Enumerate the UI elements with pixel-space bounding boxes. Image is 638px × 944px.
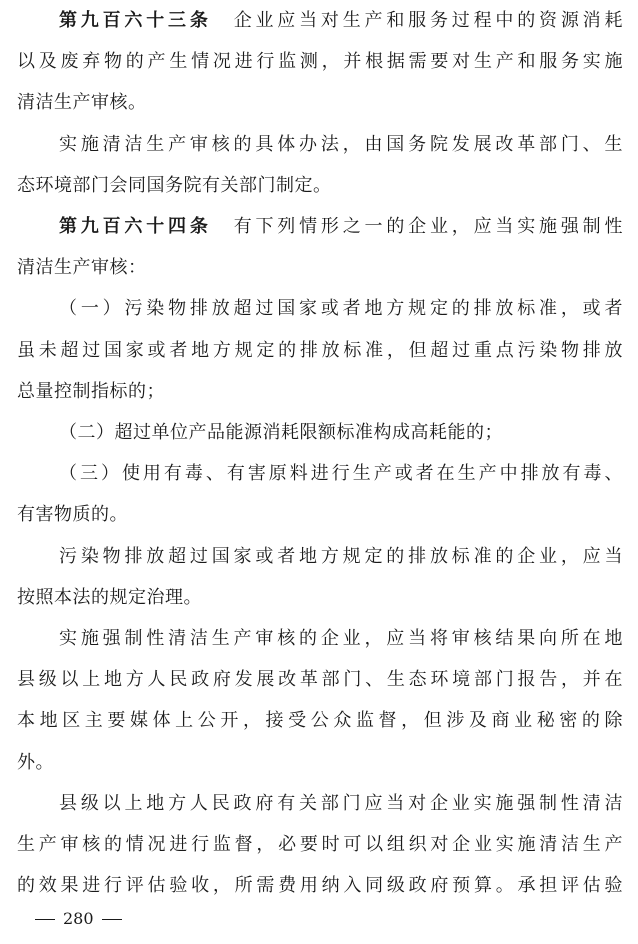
article-963-first-line [17, 6, 623, 36]
footer-dash-left [35, 919, 55, 920]
text-line: （二）超过单位产品能源消耗限额标准构成高耗能的； [59, 422, 503, 443]
footer-dash-right [102, 919, 122, 920]
text-line: 清洁生产审核： [17, 257, 147, 279]
article-964-heading: 第九百六十四条 [59, 216, 212, 237]
article-963-heading: 第九百六十三条 [59, 10, 212, 31]
text-line: 按照本法的规定治理。 [17, 586, 202, 608]
text-line: 污染物排放超过国家或者地方规定的排放标准的企业，应当 [59, 545, 623, 567]
article-963-text: 企业应当对生产和服务过程中的资源消耗 [233, 10, 623, 31]
text-line: 外。 [17, 751, 54, 773]
text-line: （三）使用有毒、有害原料进行生产或者在生产中排放有毒、 [59, 463, 623, 485]
page-number: 280 [63, 909, 94, 928]
text-line: 本地区主要媒体上公开，接受公众监督，但涉及商业秘密的除 [17, 710, 623, 732]
text-line: 实施强制性清洁生产审核的企业，应当将审核结果向所在地 [59, 628, 623, 649]
article-964-text: 有下列情形之一的企业，应当实施强制性 [233, 216, 623, 237]
page-footer [27, 908, 130, 930]
text-line: （一）污染物排放超过国家或者地方规定的排放标准，或者 [59, 298, 623, 320]
text-line: 总量控制指标的； [17, 380, 165, 402]
text-line: 清洁生产审核。 [17, 92, 147, 114]
article-964-first-line [17, 212, 623, 242]
text-line: 以及废弃物的产生情况进行监测，并根据需要对生产和服务实施 [17, 51, 623, 73]
text-line: 虽未超过国家或者地方规定的排放标准，但超过重点污染物排放 [17, 339, 623, 361]
text-line: 有害物质的。 [17, 504, 128, 526]
text-line: 的效果进行评估验收，所需费用纳入同级政府预算。承担评估验 [17, 875, 623, 897]
text-line: 态环境部门会同国务院有关部门制定。 [17, 174, 332, 196]
text-line: 县级以上地方人民政府发展改革部门、生态环境部门报告，并在 [17, 669, 623, 691]
text-line: 生产审核的情况进行监督，必要时可以组织对企业实施清洁生产 [17, 834, 623, 855]
text-line: 实施清洁生产审核的具体办法，由国务院发展改革部门、生 [59, 133, 623, 155]
text-line: 县级以上地方人民政府有关部门应当对企业实施强制性清洁 [59, 792, 623, 814]
